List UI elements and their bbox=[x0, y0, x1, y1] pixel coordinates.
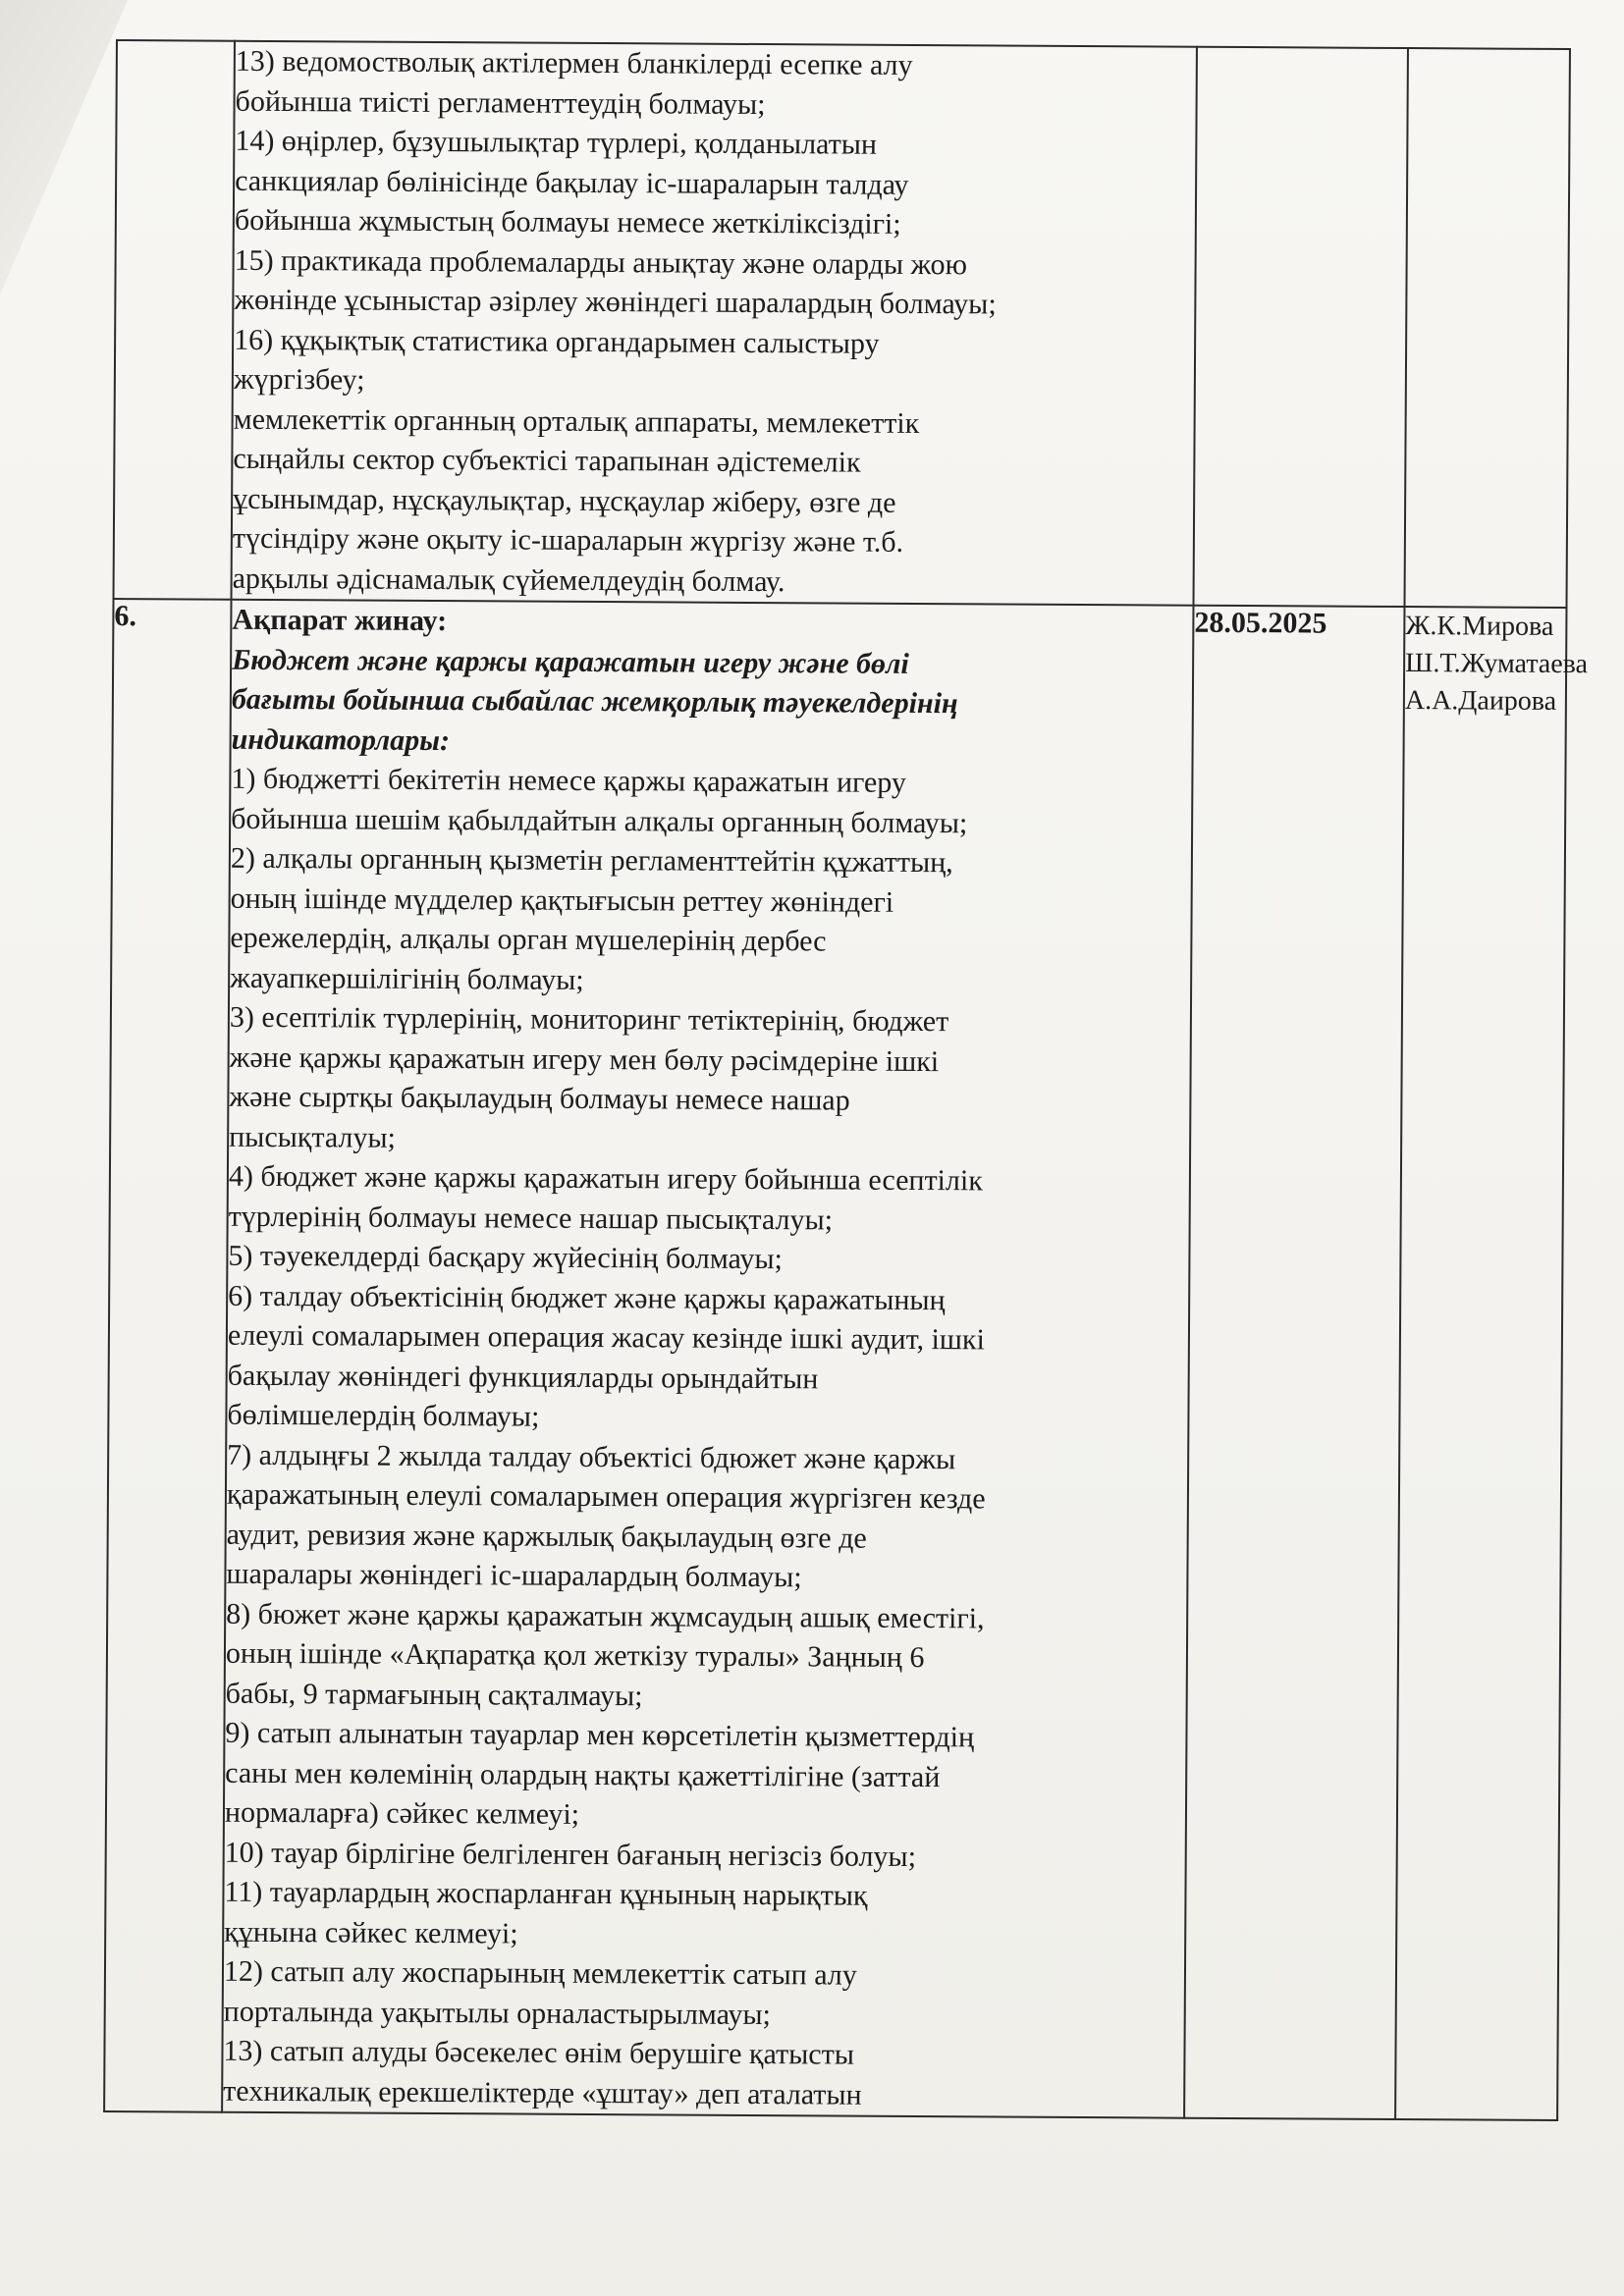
text-line: 14) өңірлер, бұзушылықтар түрлері, қолданылатын bbox=[235, 124, 878, 161]
responsible-person: Ш.Т.Жуматаева bbox=[1405, 648, 1589, 680]
table-row-6 bbox=[104, 599, 1566, 2120]
text-line: және қаржы қаражатын игеру мен бөлу рәсімдеріне ішкі bbox=[229, 1041, 940, 1078]
text-line: ұсынымдар, нұсқаулықтар, нұсқаулар жіберу, өзге де bbox=[233, 482, 896, 519]
text-line: 7) алдыңғы 2 жылда талдау объектісі бдюжет және қаржы bbox=[227, 1438, 956, 1475]
text-line: 1) бюджетті бекітетін немесе қаржы қаражатын игеру bbox=[231, 762, 906, 799]
responsible-cell bbox=[1404, 48, 1569, 608]
text-line: және сыртқы бақылаудың болмауы немесе нашар bbox=[229, 1080, 850, 1117]
measure-text-cell bbox=[232, 41, 1197, 606]
text-line: бабы, 9 тармағының сақталмауы; bbox=[225, 1677, 643, 1712]
section-subheading bbox=[232, 640, 1193, 765]
responsible-person: А.А.Даирова bbox=[1404, 685, 1557, 717]
text-line: 2) алқалы органның қызметін регламенттейтін құжаттың, bbox=[230, 841, 953, 880]
measure-text-cell bbox=[222, 600, 1193, 2118]
table-row-continued bbox=[114, 40, 1570, 608]
text-line: арқылы әдіснамалық сүйемелдеудің болмау. bbox=[232, 561, 785, 598]
text-line: 16) құқықтық статистика органдарымен салыстыру bbox=[234, 323, 880, 360]
text-line: түрлерінің болмауы немесе нашар пысықталуы; bbox=[228, 1200, 834, 1236]
text-line: жөнінде ұсыныстар әзірлеу жөніндегі шаралардың болмауы; bbox=[234, 283, 997, 321]
text-line: сыңайлы сектор субъектісі тарапынан әдістемелік bbox=[233, 442, 861, 479]
text-line: 3) есептілік түрлерінің, мониторинг тетіктерінің, бюджет bbox=[229, 1000, 949, 1039]
text-line: 15) практикада проблемаларды анықтау және оларды жою bbox=[234, 243, 968, 281]
text-line: Бюджет және қаржы қаражатын игеру және бөлі bbox=[232, 643, 909, 680]
text-line: бойынша тиісті регламенттеудің болмауы; bbox=[235, 84, 766, 121]
text-line: ережелердің, алқалы орган мүшелерінің дербес bbox=[230, 921, 827, 958]
text-line: порталында уақытылы орналастырылмауы; bbox=[223, 1995, 772, 2031]
text-line: бойынша шешім қабылдайтын алқалы органның болмауы; bbox=[231, 802, 968, 839]
text-line: қаражатының елеулі сомаларымен операция жүргізген кезде bbox=[226, 1477, 986, 1516]
text-line: 12) сатып алу жоспарының мемлекеттік сатып алу bbox=[223, 1954, 857, 1992]
text-line: бойынша жұмыстың болмауы немесе жеткіліксіздігі; bbox=[234, 203, 901, 240]
text-line: 13) ведомостволық актілермен бланкілерді есепке алу bbox=[235, 44, 913, 81]
text-line: саны мен көлемінің олардың нақты қажеттілігіне (заттай bbox=[225, 1756, 941, 1793]
plan-table bbox=[103, 39, 1589, 2121]
text-line: оның ішінде «Ақпаратқа қол жеткізу туралы» Заңның 6 bbox=[225, 1636, 925, 1675]
text-line: 5) тәуекелдерді басқару жүйесінің болмауы; bbox=[228, 1239, 783, 1276]
text-line: пысықталуы; bbox=[229, 1120, 397, 1154]
text-line: жүргізбеу; bbox=[233, 362, 365, 397]
text-line: санкциялар бөлінісінде бақылау іс-шараларын талдау bbox=[235, 164, 909, 201]
text-line: шаралары жөніндегі іс-шаралардың болмауы; bbox=[226, 1557, 802, 1594]
text-line: жауапкершілігінің болмауы; bbox=[230, 961, 584, 996]
text-line: бақылау жөніндегі функцияларды орындайтын bbox=[227, 1359, 819, 1395]
text-line: 4) бюджет және қаржы қаражатын игеру бойынша есептілік bbox=[228, 1159, 983, 1198]
text-line: құнына сәйкес келмеуі; bbox=[224, 1915, 518, 1950]
responsible-person: Ж.К.Мирова bbox=[1405, 611, 1554, 642]
text-line: техникалық ерекшеліктерде «ұштау» деп аталатын bbox=[223, 2074, 862, 2111]
section-heading: Ақпарат жинау: bbox=[232, 603, 448, 638]
measure-text-lines bbox=[233, 42, 1196, 605]
row-number: 6. bbox=[104, 599, 231, 2112]
text-line: мемлекеттік органның орталық аппараты, мемлекеттік bbox=[233, 402, 920, 440]
text-line: бөлімшелердің болмауы; bbox=[227, 1398, 540, 1433]
text-line: 9) сатып алынатын тауарлар мен көрсетілетін қызметтердің bbox=[225, 1716, 975, 1754]
text-line: 8) бюжет және қаржы қаражатын жұмсаудың ашық еместігі, bbox=[226, 1597, 985, 1634]
deadline-date: 28.05.2025 bbox=[1184, 606, 1404, 2119]
text-line: оның ішінде мүдделер қақтығысын реттеу жөніндегі bbox=[230, 881, 894, 919]
text-line: 10) тауар бірлігіне белгіленген бағаның негізсіз болуы; bbox=[224, 1836, 917, 1873]
responsible-persons bbox=[1395, 607, 1589, 2120]
row-number-cell bbox=[114, 40, 235, 600]
text-line: 6) талдау объектісінің бюджет және қаржы қаражатының bbox=[228, 1279, 946, 1316]
text-line: елеулі сомаларымен операция жасау кезінде ішкі аудит, ішкі bbox=[227, 1318, 985, 1357]
deadline-cell bbox=[1193, 47, 1407, 607]
text-line: түсіндіру және оқыту іс-шараларын жүргізу және т.б. bbox=[232, 521, 904, 559]
text-line: нормаларға) сәйкес келмеуі; bbox=[224, 1795, 580, 1831]
text-line: индикаторлары: bbox=[231, 722, 451, 757]
text-line: бағыты бойынша сыбайлас жемқорлық тәуекелдерінің bbox=[231, 682, 958, 721]
text-line: 11) тауарлардың жоспарланған құнының нарықтық bbox=[224, 1875, 868, 1912]
text-line: 13) сатып алуды бәсекелес өнім берушіге қатысты bbox=[223, 2034, 855, 2071]
text-line: аудит, ревизия және қаржылық бақылаудың өзге де bbox=[226, 1518, 867, 1555]
indicator-list bbox=[223, 760, 1191, 2117]
